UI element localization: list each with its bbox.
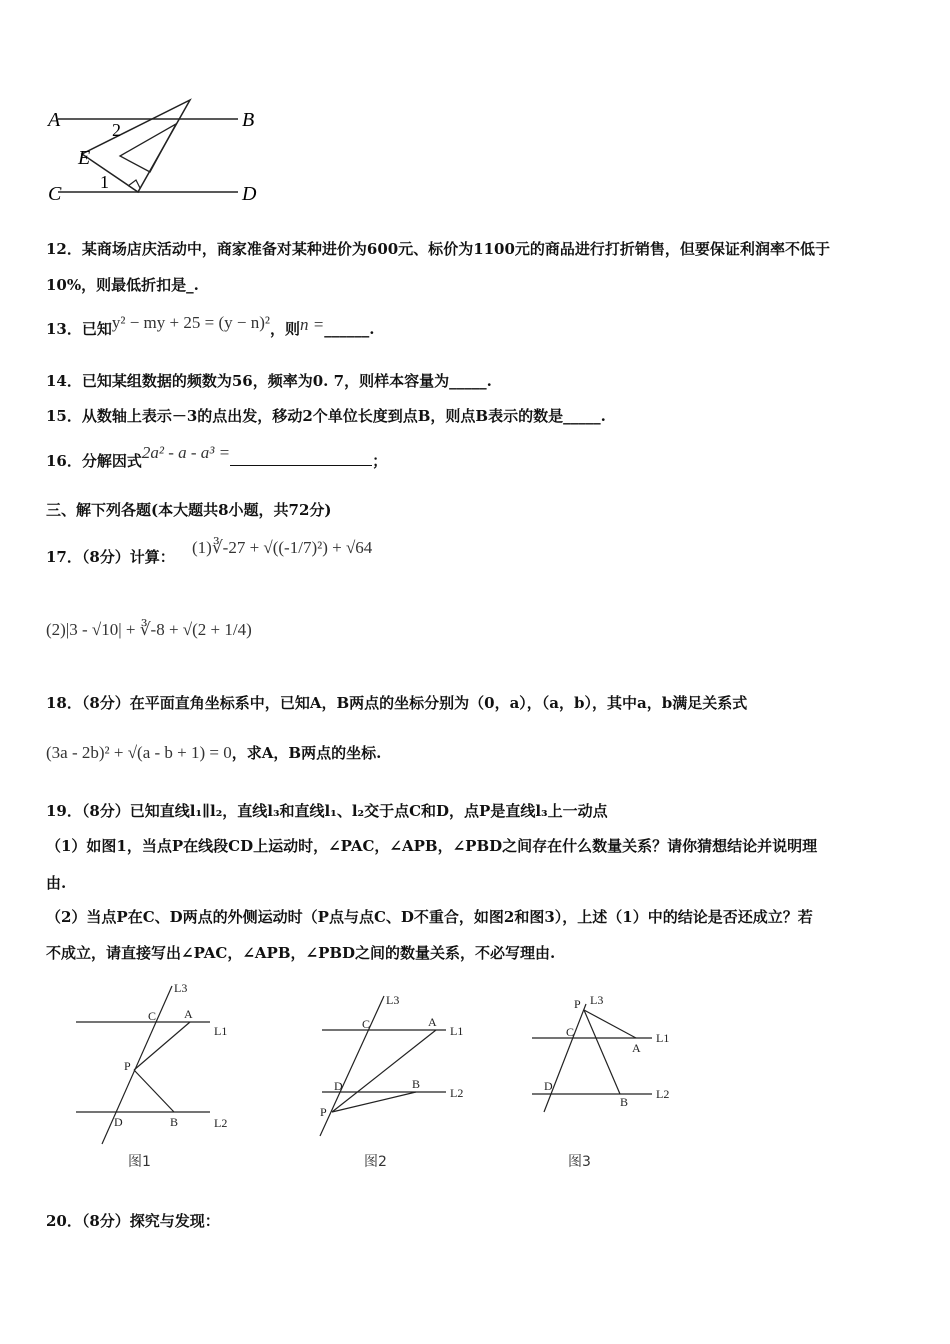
- label-a: A: [48, 109, 61, 131]
- fig2-label-b: B: [412, 1077, 421, 1091]
- question-16: [46, 443, 388, 471]
- question-18-line1: 18．（8分）在平面直角坐标系中，已知A，B两点的坐标分别为（0，a），（a，b），其中a，b满足关系式: [46, 694, 748, 712]
- q16-answer-blank: [230, 451, 372, 466]
- label-c: C: [48, 183, 62, 205]
- fig1-segment-pb: [134, 1070, 174, 1112]
- fig3-label-c: C: [566, 1025, 575, 1039]
- label-b: B: [242, 109, 255, 131]
- fig1-label-l1: L1: [214, 1024, 228, 1038]
- section-3-title: 三、解下列各题(本大题共8小题，共72分): [46, 501, 332, 519]
- q16-formula: 2a² - a - a³ =: [141, 443, 231, 462]
- question-19-line1: 19．（8分）已知直线l₁∥l₂，直线l₃和直线l₁、l₂交于点C和D，点P是直线l₃上一动点: [46, 802, 608, 820]
- fig1-label-l3: L3: [174, 981, 188, 995]
- fig2-label-l1: L1: [450, 1024, 464, 1038]
- question-19-line5: 不成立，请直接写出∠PAC，∠APB，∠PBD之间的数量关系，不必写理由.: [46, 944, 556, 962]
- fig3-label-d: D: [544, 1079, 553, 1093]
- question-12-line2: 10%，则最低折扣是_.: [46, 276, 199, 294]
- fig2-label-d: D: [334, 1079, 343, 1093]
- label-d: D: [242, 183, 257, 205]
- fig2-label-l3: L3: [386, 993, 400, 1007]
- fig2-caption: 图2: [364, 1154, 387, 1170]
- triangle-ruler-outer: [82, 100, 190, 192]
- fig2-label-c: C: [362, 1017, 371, 1031]
- question-17: [46, 546, 175, 567]
- q13-formula: y² − my + 25 = (y − n)²: [111, 313, 270, 332]
- figure-3: [528, 990, 688, 1180]
- fig3-segment-pb: [584, 1010, 620, 1094]
- fig3-label-l3: L3: [590, 993, 604, 1007]
- fig3-label-b: B: [620, 1095, 629, 1109]
- fig1-label-d: D: [114, 1115, 123, 1129]
- q13-var: n =: [299, 315, 325, 334]
- fig1-caption: 图1: [128, 1154, 151, 1170]
- fig3-segment-pa: [584, 1010, 636, 1038]
- fig1-line-l3: [102, 986, 172, 1144]
- q17-part1-formula: (1)∛-27 + √((-1/7)²) + √64: [192, 538, 373, 557]
- parallel-lines-triangle-figure: [40, 92, 270, 212]
- figure-2: [312, 990, 482, 1180]
- fig3-label-p: P: [574, 997, 581, 1011]
- question-20: 20．（8分）探究与发现：: [46, 1212, 220, 1230]
- question-19-line2: （1）如图1，当点P在线段CD上运动时，∠PAC，∠APB，∠PBD之间存在什么数量关系？请你猜想结论并说明理: [46, 837, 818, 855]
- fig1-segment-pa: [134, 1022, 190, 1070]
- q18-formula: (3a - 2b)² + √(a - b + 1) = 0: [46, 743, 232, 762]
- fig1-label-a: A: [184, 1007, 193, 1021]
- q17-prefix: 17．（8分）计算：: [46, 548, 175, 566]
- question-19-line3: 由.: [46, 874, 67, 892]
- fig1-label-p: P: [124, 1059, 131, 1073]
- fig3-label-l2: L2: [656, 1087, 670, 1101]
- figure-1: [70, 978, 240, 1178]
- fig3-label-l1: L1: [656, 1031, 670, 1045]
- fig1-label-b: B: [170, 1115, 179, 1129]
- fig2-line-l3: [320, 996, 384, 1136]
- fig3-line-l3: [544, 1004, 586, 1112]
- q16-prefix: 16．分解因式: [46, 452, 142, 470]
- q16-suffix: ；: [372, 452, 388, 470]
- question-18-line2: [46, 742, 381, 763]
- label-angle-1: 1: [100, 172, 109, 192]
- label-angle-2: 2: [112, 120, 121, 140]
- label-e: E: [78, 147, 91, 169]
- q13-prefix: 13．已知: [46, 320, 112, 338]
- q18-suffix: ，求A，B两点的坐标.: [231, 744, 382, 762]
- fig2-label-l2: L2: [450, 1086, 464, 1100]
- question-14: 14．已知某组数据的频数为56，频率为0. 7，则样本容量为_____.: [46, 372, 492, 390]
- fig2-label-a: A: [428, 1015, 437, 1029]
- q17-part2-formula: (2)|3 - √10| + ∛-8 + √(2 + 1/4): [46, 620, 252, 639]
- question-13: [46, 313, 375, 339]
- fig2-label-p: P: [320, 1105, 327, 1119]
- question-12-line1: 12．某商场店庆活动中，商家准备对某种进价为600元、标价为1100元的商品进行打折销售，但要保证利润率不低于: [46, 240, 830, 258]
- q13-middle: ，则: [269, 320, 300, 338]
- question-15: 15．从数轴上表示－3的点出发，移动2个单位长度到点B，则点B表示的数是_____.: [46, 407, 606, 425]
- fig3-label-a: A: [632, 1041, 641, 1055]
- fig1-label-c: C: [148, 1009, 157, 1023]
- question-19-line4: （2）当点P在C、D两点的外侧运动时（P点与点C、D不重合，如图2和图3），上述（1）中的结论是否还成立？若: [46, 908, 813, 926]
- q13-suffix: ______.: [324, 320, 375, 338]
- fig3-caption: 图3: [568, 1154, 591, 1170]
- fig1-label-l2: L2: [214, 1116, 228, 1130]
